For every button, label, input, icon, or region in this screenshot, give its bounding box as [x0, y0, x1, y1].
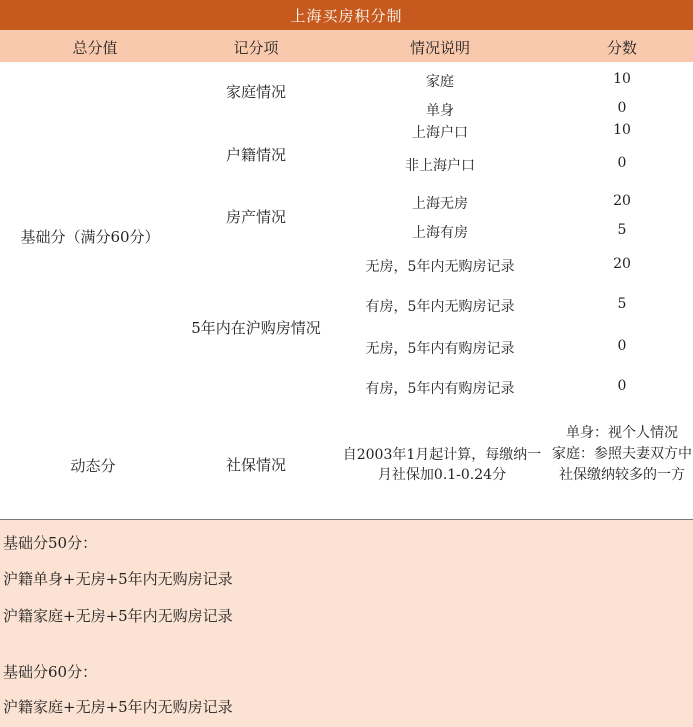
score-family: 10: [613, 71, 631, 87]
header-row: [0, 30, 693, 62]
header-score: 分数: [606, 39, 638, 57]
table-title: 上海买房积分制: [0, 0, 693, 31]
header-item: 记分项: [233, 39, 279, 57]
score-purchase-2: 5: [617, 296, 627, 312]
desc-purchase-1: 无房，5年内无购房记录: [365, 259, 515, 275]
score-shanghai-hukou: 10: [613, 122, 631, 138]
desc-has-house: 上海有房: [412, 225, 468, 241]
score-social-security: [552, 423, 692, 486]
desc-single: 单身: [426, 103, 454, 119]
desc-no-house: 上海无房: [412, 196, 468, 212]
desc-non-shanghai-hukou: 非上海户口: [405, 158, 475, 174]
item-property: 房产情况: [225, 208, 287, 226]
header-total: 总分值: [72, 39, 118, 57]
desc-purchase-4: 有房，5年内有购房记录: [365, 381, 515, 397]
score-table-body: [0, 62, 693, 519]
note-base50-line-1: 沪籍单身+无房+5年内无购房记录: [3, 570, 233, 588]
note-base50-line-2: 沪籍家庭+无房+5年内无购房记录: [3, 607, 233, 625]
desc-social-security: 自2003年1月起计算，每缴纳一月社保加0.1-0.24分: [342, 447, 542, 483]
note-base50-title: 基础分50分：: [3, 534, 98, 552]
item-family: 家庭情况: [225, 83, 287, 101]
desc-purchase-2: 有房，5年内无购房记录: [365, 299, 515, 315]
header-desc: 情况说明: [409, 39, 471, 57]
note-base60-title: 基础分60分：: [3, 663, 98, 681]
desc-family: 家庭: [426, 74, 454, 90]
score-no-house: 20: [613, 193, 631, 209]
dynamic-score-label: 动态分: [70, 457, 116, 475]
item-hukou: 户籍情况: [225, 146, 287, 164]
notes-section: [0, 520, 693, 727]
note-base60-line-1: 沪籍家庭+无房+5年内无购房记录: [3, 698, 233, 716]
desc-shanghai-hukou: 上海户口: [412, 125, 468, 141]
score-purchase-4: 0: [617, 378, 627, 394]
score-has-house: 5: [617, 222, 627, 238]
score-single-note: 单身：视个人情况: [566, 425, 678, 441]
base-score-label: 基础分（满分60分）: [20, 228, 160, 246]
score-family-note: 家庭：参照夫妻双方中社保缴纳较多的一方: [552, 446, 692, 483]
score-single: 0: [617, 100, 627, 116]
desc-purchase-3: 无房，5年内有购房记录: [365, 341, 515, 357]
score-non-shanghai-hukou: 0: [617, 155, 627, 171]
item-social-security: 社保情况: [225, 456, 287, 474]
score-purchase-3: 0: [617, 338, 627, 354]
item-purchase-history: 5年内在沪购房情况: [191, 319, 321, 337]
score-purchase-1: 20: [613, 256, 631, 272]
